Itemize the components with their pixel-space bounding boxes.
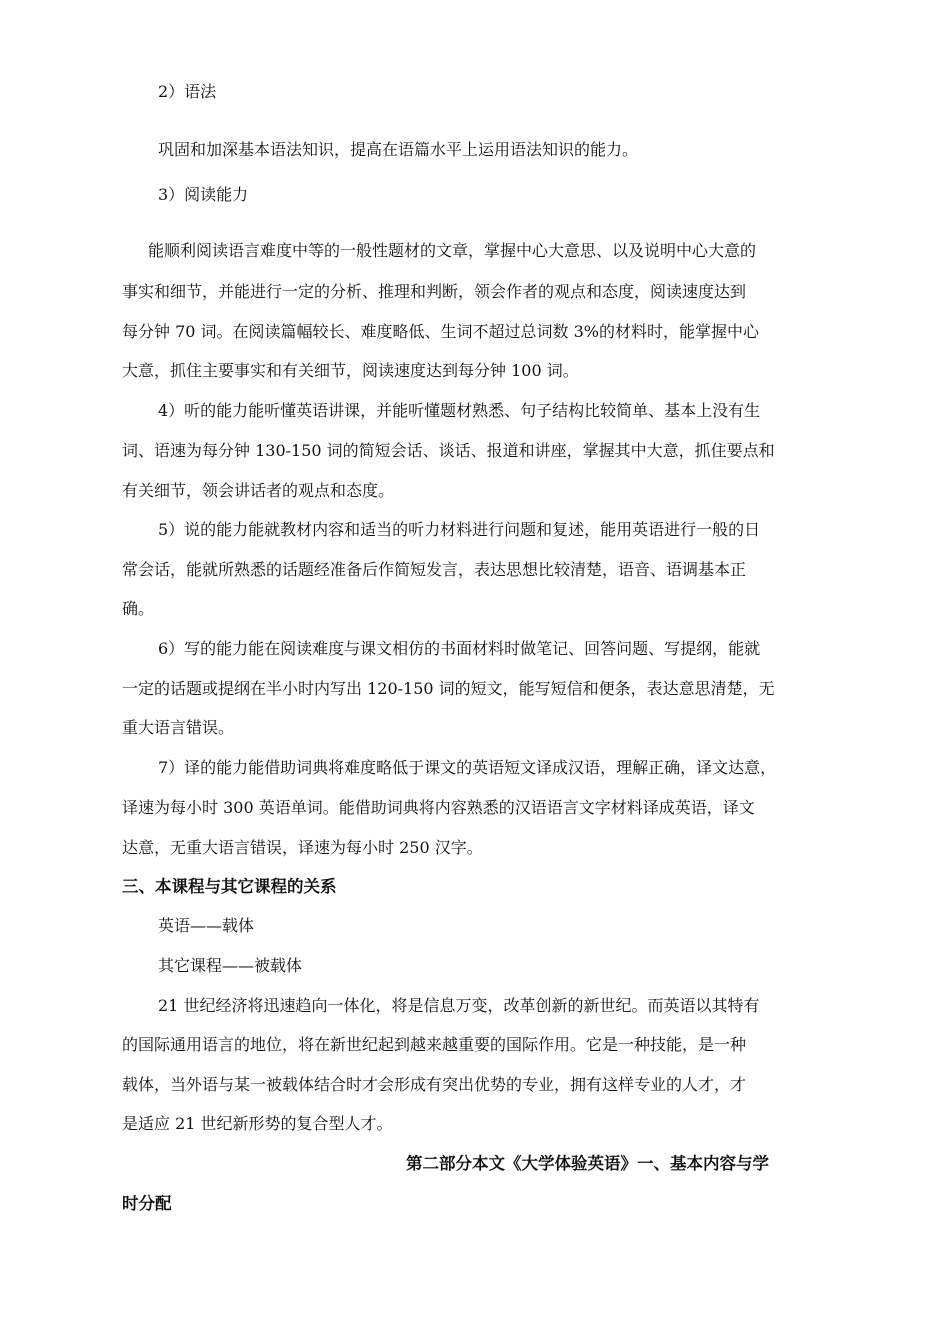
heading-grammar: 2）语法 xyxy=(158,82,217,101)
paragraph-line: 能顺利阅读语言难度中等的一般性题材的文章，掌握中心大意思、以及说明中心大意的 xyxy=(148,241,757,260)
paragraph-line: 巩固和加深基本语法知识，提高在语篇水平上运用语法知识的能力。 xyxy=(158,140,639,159)
paragraph-line: 大意，抓住主要事实和有关细节，阅读速度达到每分钟 100 词。 xyxy=(122,361,579,380)
paragraph-line: 是适应 21 世纪新形势的复合型人才。 xyxy=(122,1114,393,1133)
paragraph-line: 载体，当外语与某一被载体结合时才会形成有突出优势的专业，拥有这样专业的人才，才 xyxy=(122,1075,747,1094)
paragraph-line: 其它课程——被载体 xyxy=(158,956,303,975)
paragraph-line: 重大语言错误。 xyxy=(122,718,235,737)
paragraph-line: 4）听的能力能听懂英语讲课，并能听懂题材熟悉、句子结构比较简单、基本上没有生 xyxy=(158,401,761,420)
paragraph-line: 的国际通用语言的地位，将在新世纪起到越来越重要的国际作用。它是一种技能，是一种 xyxy=(122,1035,747,1054)
paragraph-line: 达意，无重大语言错误，译速为每小时 250 汉字。 xyxy=(122,838,483,857)
part-heading: 第二部分本文《大学体验英语》一、基本内容与学 xyxy=(406,1154,769,1173)
heading-reading: 3）阅读能力 xyxy=(158,185,249,204)
paragraph-line: 一定的话题或提纲在半小时内写出 120-150 词的短文，能写短信和便条，表达意思清楚，无 xyxy=(122,679,775,698)
paragraph-line: 确。 xyxy=(122,599,155,618)
paragraph-line: 词、语速为每分钟 130-150 词的简短会话、谈话、报道和讲座，掌握其中大意，抓住要点和 xyxy=(122,441,775,460)
paragraph-line: 21 世纪经济将迅速趋向一体化，将是信息万变，改革创新的新世纪。而英语以其特有 xyxy=(158,996,760,1015)
paragraph-line: 英语——载体 xyxy=(158,916,255,935)
paragraph-line: 每分钟 70 词。在阅读篇幅较长、难度略低、生词不超过总词数 3%的材料时，能掌握中心 xyxy=(122,322,760,341)
paragraph-line: 5）说的能力能就教材内容和适当的听力材料进行问题和复述，能用英语进行一般的日 xyxy=(158,520,761,539)
paragraph-line: 6）写的能力能在阅读难度与课文相仿的书面材料时做笔记、回答问题、写提纲，能就 xyxy=(158,639,761,658)
paragraph-line: 事实和细节，并能进行一定的分析、推理和判断，领会作者的观点和态度，阅读速度达到 xyxy=(122,282,747,301)
paragraph-line: 7）译的能力能借助词典将难度略低于课文的英语短文译成汉语，理解正确，译文达意， xyxy=(158,758,777,777)
paragraph-line: 译速为每小时 300 英语单词。能借助词典将内容熟悉的汉语语言文字材料译成英语，译文 xyxy=(122,798,755,817)
paragraph-line: 常会话，能就所熟悉的话题经准备后作简短发言，表达思想比较清楚，语音、语调基本正 xyxy=(122,560,747,579)
section-heading: 三、本课程与其它课程的关系 xyxy=(122,877,337,896)
part-heading-continued: 时分配 xyxy=(122,1194,172,1213)
paragraph-line: 有关细节，领会讲话者的观点和态度。 xyxy=(122,481,395,500)
